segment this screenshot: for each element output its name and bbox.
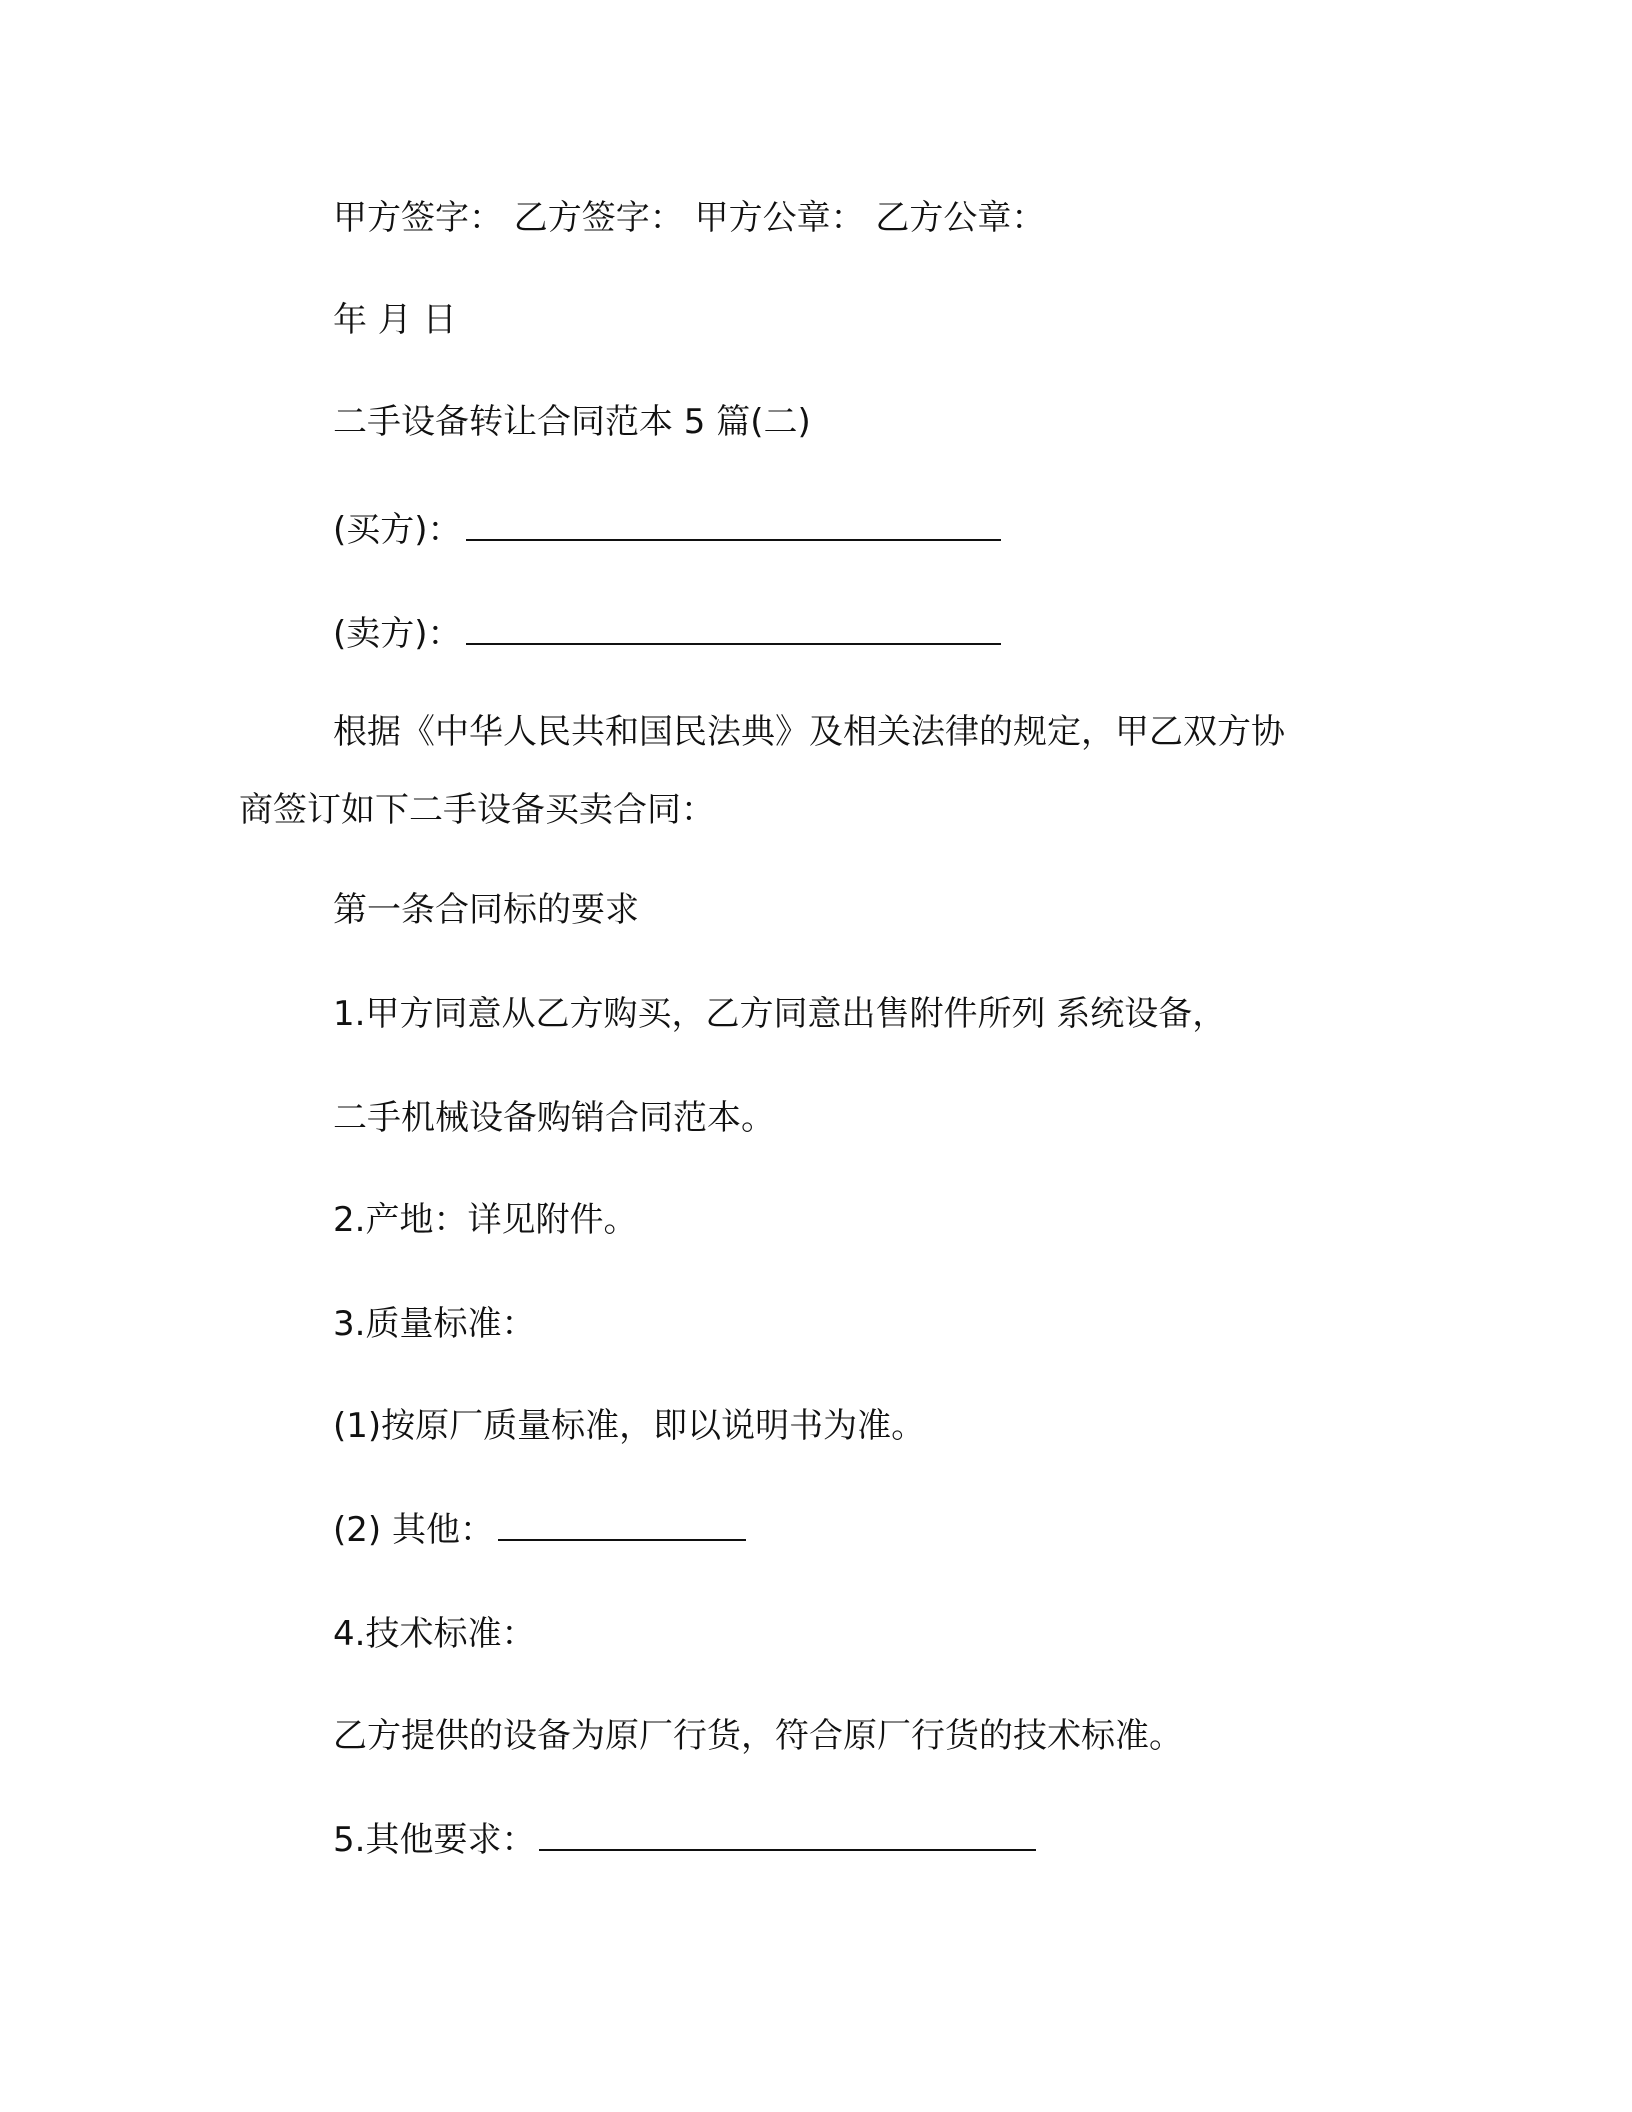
paragraph-line-1: 根据《中华人民共和国民法典》及相关法律的规定，甲乙双方协 bbox=[333, 712, 1285, 752]
section-title: 二手设备转让合同范本 5 篇(二) bbox=[333, 402, 811, 442]
item-4-line: 4.技术标准： bbox=[333, 1614, 536, 1654]
item-1-line-2: 二手机械设备购销合同范本。 bbox=[333, 1098, 775, 1138]
other-blank bbox=[498, 1509, 746, 1541]
item-1-line-1: 1.甲方同意从乙方购买，乙方同意出售附件所列 系统设备， bbox=[333, 994, 1227, 1034]
item-3-1-line: (1)按原厂质量标准，即以说明书为准。 bbox=[333, 1406, 926, 1446]
paragraph-line-2: 商签订如下二手设备买卖合同： bbox=[239, 790, 715, 830]
article-heading: 第一条合同标的要求 bbox=[333, 890, 639, 930]
seller-line: (卖方)： bbox=[333, 612, 1001, 656]
buyer-line: (买方)： bbox=[333, 508, 1001, 552]
other-requirements-blank bbox=[539, 1819, 1036, 1851]
item-4-desc-line: 乙方提供的设备为原厂行货，符合原厂行货的技术标准。 bbox=[333, 1716, 1183, 1756]
item-5-line: 5.其他要求： bbox=[333, 1818, 1036, 1862]
date-line: 年 月 日 bbox=[333, 300, 457, 340]
item-2-line: 2.产地：详见附件。 bbox=[333, 1200, 638, 1240]
item-3-2-line: (2) 其他： bbox=[333, 1508, 746, 1552]
buyer-blank bbox=[466, 509, 1001, 541]
item-3-line: 3.质量标准： bbox=[333, 1304, 536, 1344]
seller-blank bbox=[466, 613, 1001, 645]
signature-line: 甲方签字： 乙方签字： 甲方公章： 乙方公章： bbox=[333, 198, 1046, 238]
